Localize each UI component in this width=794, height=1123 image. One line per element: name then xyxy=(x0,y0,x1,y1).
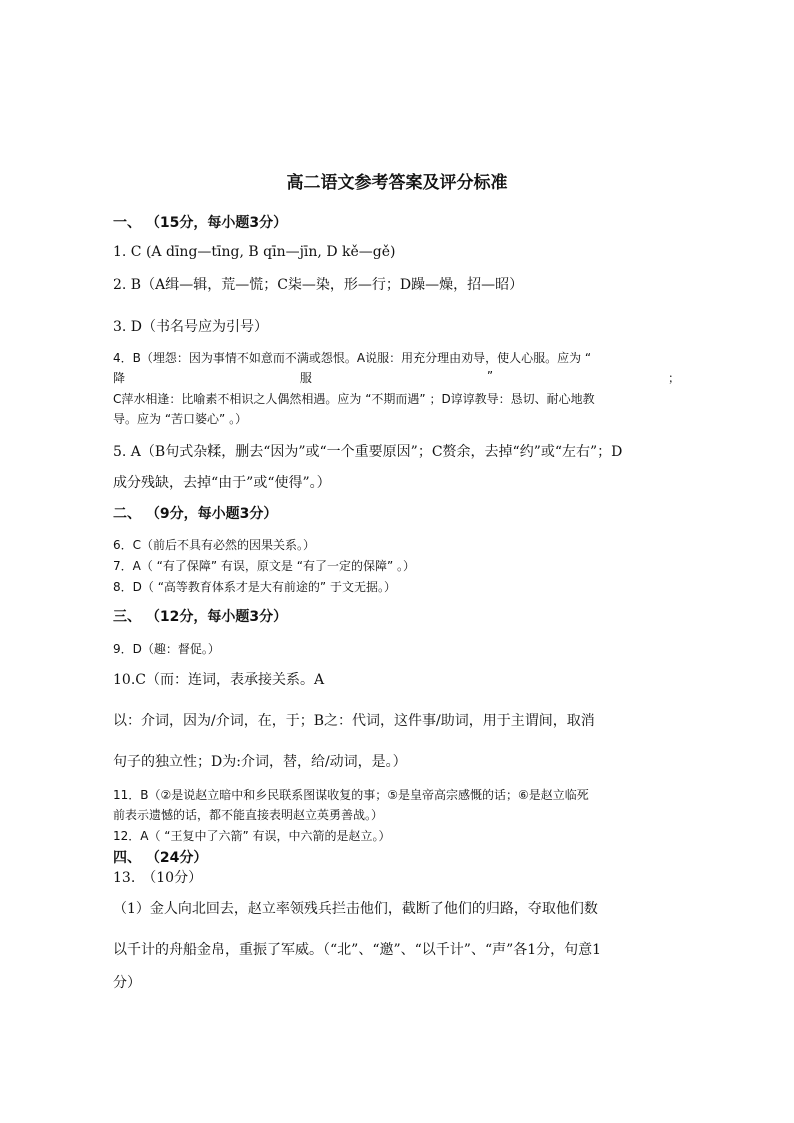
answer-q13-heading: 13. （10分） xyxy=(113,870,203,886)
answer-q4-line2-part: ； xyxy=(667,371,680,385)
answer-q5-line2: 成分残缺，去掉“由于”或“使得”。） xyxy=(113,475,331,491)
page-title: 高二语文参考答案及评分标准 xyxy=(286,173,508,193)
answer-q5-line1: 5. A（B句式杂糅，删去“因为”或“一个重要原因”；C赘余，去掉“约”或“左右”；D xyxy=(113,444,623,460)
answer-q4-line2-part: ” xyxy=(486,369,494,383)
answer-q13-1-line1: （1）金人向北回去，赵立率领残兵拦击他们，截断了他们的归路，夺取他们数 xyxy=(113,901,598,917)
section-heading-2: 二、 （9分，每小题3分） xyxy=(113,506,278,522)
answer-q11-line2: 前表示遗憾的话，都不能直接表明赵立英勇善战。） xyxy=(113,808,384,822)
section-heading-4: 四、 （24分） xyxy=(113,850,208,866)
answer-q7: 7．A（ “有了保障” 有误，原文是 “有了一定的保障” 。） xyxy=(113,559,415,573)
answer-q4-line2 xyxy=(113,369,680,386)
answer-q4-line4: 导。应为 “苦口婆心” 。） xyxy=(113,412,248,426)
answer-q10-line1: 10.C（而：连词，表承接关系。A xyxy=(113,672,325,688)
answer-q8: 8．D（ “高等教育体系才是大有前途的” 于文无据。） xyxy=(113,580,396,594)
answer-q4-line1: 4．B（埋怨：因为事情不如意而不满或怨恨。A说服：用充分理由劝导，使人心服。应为 “ xyxy=(113,351,592,365)
answer-q10-line2: 以：介词，因为/介词，在，于；B之：代词，这件事/助词，用于主谓间，取消 xyxy=(113,713,595,729)
answer-q12: 12．A（ “王复中了六箭” 有误，中六箭的是赵立。） xyxy=(113,829,391,843)
answer-q4-line2-part: 服 xyxy=(299,371,312,385)
answer-q2: 2. B（A缉—辑，荒—慌；C柒—染，形—行；D躁—燥，招—昭） xyxy=(113,277,524,293)
answer-q10-line3: 句子的独立性；D为:介词，替，给/动词，是。） xyxy=(113,754,407,770)
answer-q13-1-line3: 分） xyxy=(113,975,141,991)
answer-q9: 9．D（趣：督促。） xyxy=(113,642,220,656)
answer-q1: 1. C (A dīng—tīng, B qīn—jīn, D kě—gě) xyxy=(113,244,396,260)
answer-q11-line1: 11．B（②是说赵立暗中和乡民联系图谋收复的事；⑤是皇帝高宗感慨的话；⑥是赵立临死 xyxy=(113,788,589,802)
answer-q3: 3. D（书名号应为引号） xyxy=(113,319,269,335)
section-heading-1: 一、 （15分，每小题3分） xyxy=(113,215,288,231)
answer-q4-line2-part: 降 xyxy=(113,371,126,385)
answer-q13-1-line2: 以千计的舟船金帛，重振了军威。（“北”、“邀”、“以千计”、“声”各1分，句意1 xyxy=(113,942,602,958)
section-heading-3: 三、 （12分，每小题3分） xyxy=(113,609,288,625)
answer-q4-line3: C萍水相逢：比喻素不相识之人偶然相遇。应为 “不期而遇” ；D谆谆教导：恳切、耐心地教 xyxy=(113,392,595,406)
answer-q6: 6．C（前后不具有必然的因果关系。） xyxy=(113,538,316,552)
